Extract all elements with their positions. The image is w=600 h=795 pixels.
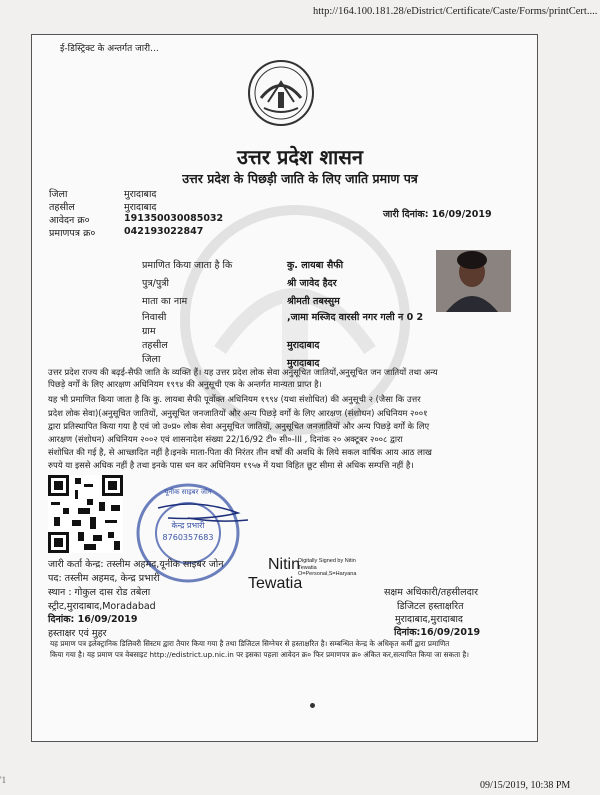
resident-label: निवासी <box>142 312 167 323</box>
issuer-post: पद: तस्लीम अहमद, केन्द्र प्रभारी <box>48 573 160 584</box>
issuer-street: स्ट्रीट,मुरादाबाद,Moradabad <box>48 601 156 612</box>
up-emblem-icon <box>246 58 316 128</box>
person-tehsil-value: मुरादाबाद <box>287 340 320 351</box>
applicant-name: कु. लायबा सैफी <box>287 260 344 271</box>
browser-url: http://164.100.181.28/eDistrict/Certificate/Caste/Forms/printCert.... <box>313 6 598 17</box>
issue-date: जारी दिनांक: 16/09/2019 <box>383 209 492 220</box>
paragraph-line: संशोधित की गई है, से आच्छादित नहीं है।इनके माता-पिता की निरंतर तीन वर्षों की अवधि के लिये सकल वार्षिक आय आठ लाख <box>48 447 432 457</box>
certificate-number: 042193022847 <box>124 226 204 237</box>
footer-note: यह प्रमाण पत्र इलेक्ट्रानिक डिलिवरी सिस्टम द्वारा तैयार किया गया है तथा डिजिटल सिग्नेचर से हस्ताक्षरित है। सम्बन्धित केन्द्र के अधिकृत कर्मी द्वारा प्रमाणित <box>50 639 450 648</box>
issuer-place: स्थान : गोकुल दास रोड तबेला <box>48 587 151 598</box>
certify-label: प्रमाणित किया जाता है कि <box>142 260 233 271</box>
digital-signature-note: Digitally Signed by Nitin <box>298 558 356 564</box>
district-label: जिला <box>49 189 68 200</box>
page-dot <box>310 703 315 708</box>
issuer-date: दिनांक: 16/09/2019 <box>48 614 138 625</box>
officer-signature: डिजिटल हस्ताक्षरित <box>397 601 464 612</box>
page-edge-mark: '1 <box>0 775 7 785</box>
paragraph-line: यह भी प्रमाणित किया जाता है कि कु. लायबा सैफी पूर्वोक्त अधिनियम १९९४ (यथा संशोधित) की अनुसूची २ (जैसा कि उत्तर <box>48 394 421 404</box>
village-label: ग्राम <box>142 326 156 337</box>
paragraph-line: आरक्षण (संशोधन) अधिनियम २००२ एवं शासनादेश संख्या 22/16/92 टी० सी०-III , दिनांक २० अक्टूबर २००८ द्वारा <box>48 434 403 444</box>
tehsil-value: मुरादाबाद <box>124 202 157 213</box>
mother-name: श्रीमती तबस्सुम <box>287 296 340 307</box>
issuer-centre: जारी कर्ता केन्द्र: तस्लीम अहमद,यूनीक साइबर जोन <box>48 559 224 570</box>
tehsil-label: तहसील <box>49 202 75 213</box>
digital-signature-name: Nitin <box>268 556 301 573</box>
resident-address: ,जामा मस्जिद वारसी नगर गली न 0 2 <box>287 312 424 323</box>
qr-code-icon <box>48 475 123 553</box>
mother-label: माता का नाम <box>142 296 188 307</box>
parent-label: पुत्र/पुत्री <box>142 278 169 289</box>
paragraph-line: रुपये या इससे अधिक नहीं है तथा इनके पास धन कर अधिनियम १९५७ में यथा विहित छूट सीमा से अधिक सम्पत्ति नहीं है। <box>48 460 414 470</box>
certificate-subtitle: उत्तर प्रदेश के पिछड़ी जाति के लिए जाति प्रमाण पत्र <box>182 171 418 186</box>
paragraph-line: द्वारा प्रतिस्थापित किया गया है एवं जो उ०प्र० लोक सेवा अनुसूचित जातियों, अनुसूचित जनजातियों और अन्य पिछड़े वर्गों के लिए <box>48 421 430 431</box>
father-name: श्री जावेद हैदर <box>287 278 337 289</box>
person-district-value: मुरादाबाद <box>287 358 320 369</box>
person-tehsil-label: तहसील <box>142 340 168 351</box>
page-title: उत्तर प्रदेश शासन <box>237 145 363 169</box>
digital-signature-note: Tewatia <box>298 564 317 571</box>
sign-seal-label: हस्ताक्षर एवं मुहर <box>48 628 107 639</box>
paragraph-line: उत्तर प्रदेश राज्य की बढ़ई-सैफी जाति के व्यक्ति हैं। यह उत्तर प्रदेश लोक सेवा अनुसूचित जातियों,अनुसूचित जन जातियों तथा अन्य <box>48 367 438 377</box>
certificate-label: प्रमाणपत्र क्र० <box>49 228 96 239</box>
digital-signature-surname: Tewatia <box>248 575 303 592</box>
officer-title: सक्षम अधिकारी/तहसीलदार <box>384 587 478 598</box>
stamp-ring-text: यूनीक साइबर जोन <box>164 488 212 496</box>
digital-signature-note: O=Personal,S=Haryana <box>298 571 357 577</box>
paragraph-line: पिछड़े वर्गों के लिए आरक्षण अधिनियम १९९४ की अनुसूची एक के अन्तर्गत मान्यता प्राप्त है। <box>48 379 322 389</box>
application-number: 191350030085032 <box>124 213 224 224</box>
edistrict-note: ई-डिस्ट्रिक्ट के अन्तर्गत जारी... <box>60 44 159 54</box>
person-district-label: जिला <box>142 354 161 365</box>
footer-note: किया गया है। यह प्रमाण पत्र वेबसाइट http://edistrict.up.nic.in पर इसका पहला आवेदन क्र० फिर प्रमाणपत्र क्र० अंकित कर,सत्यापित किया जा सकता है। <box>50 650 469 659</box>
stamp-phone: 8760357683 <box>162 533 214 542</box>
print-timestamp: 09/15/2019, 10:38 PM <box>480 780 571 791</box>
officer-date: दिनांक:16/09/2019 <box>394 627 481 638</box>
application-label: आवेदन क्र० <box>49 215 90 226</box>
applicant-photo <box>436 250 511 312</box>
district-value: मुरादाबाद <box>124 189 157 200</box>
stamp-inner-text: केन्द्र प्रभारी <box>171 521 205 530</box>
paragraph-line: प्रदेश लोक सेवा)(अनुसूचित जातियों, अनुसूचित जनजातियों और अन्य पिछड़े वर्गों के लिए आरक्षण (संशोधन) अधिनियम २००१ <box>48 408 428 418</box>
officer-place: मुरादाबाद,मुरादाबाद <box>395 614 463 625</box>
digital-signature-details <box>298 558 356 578</box>
